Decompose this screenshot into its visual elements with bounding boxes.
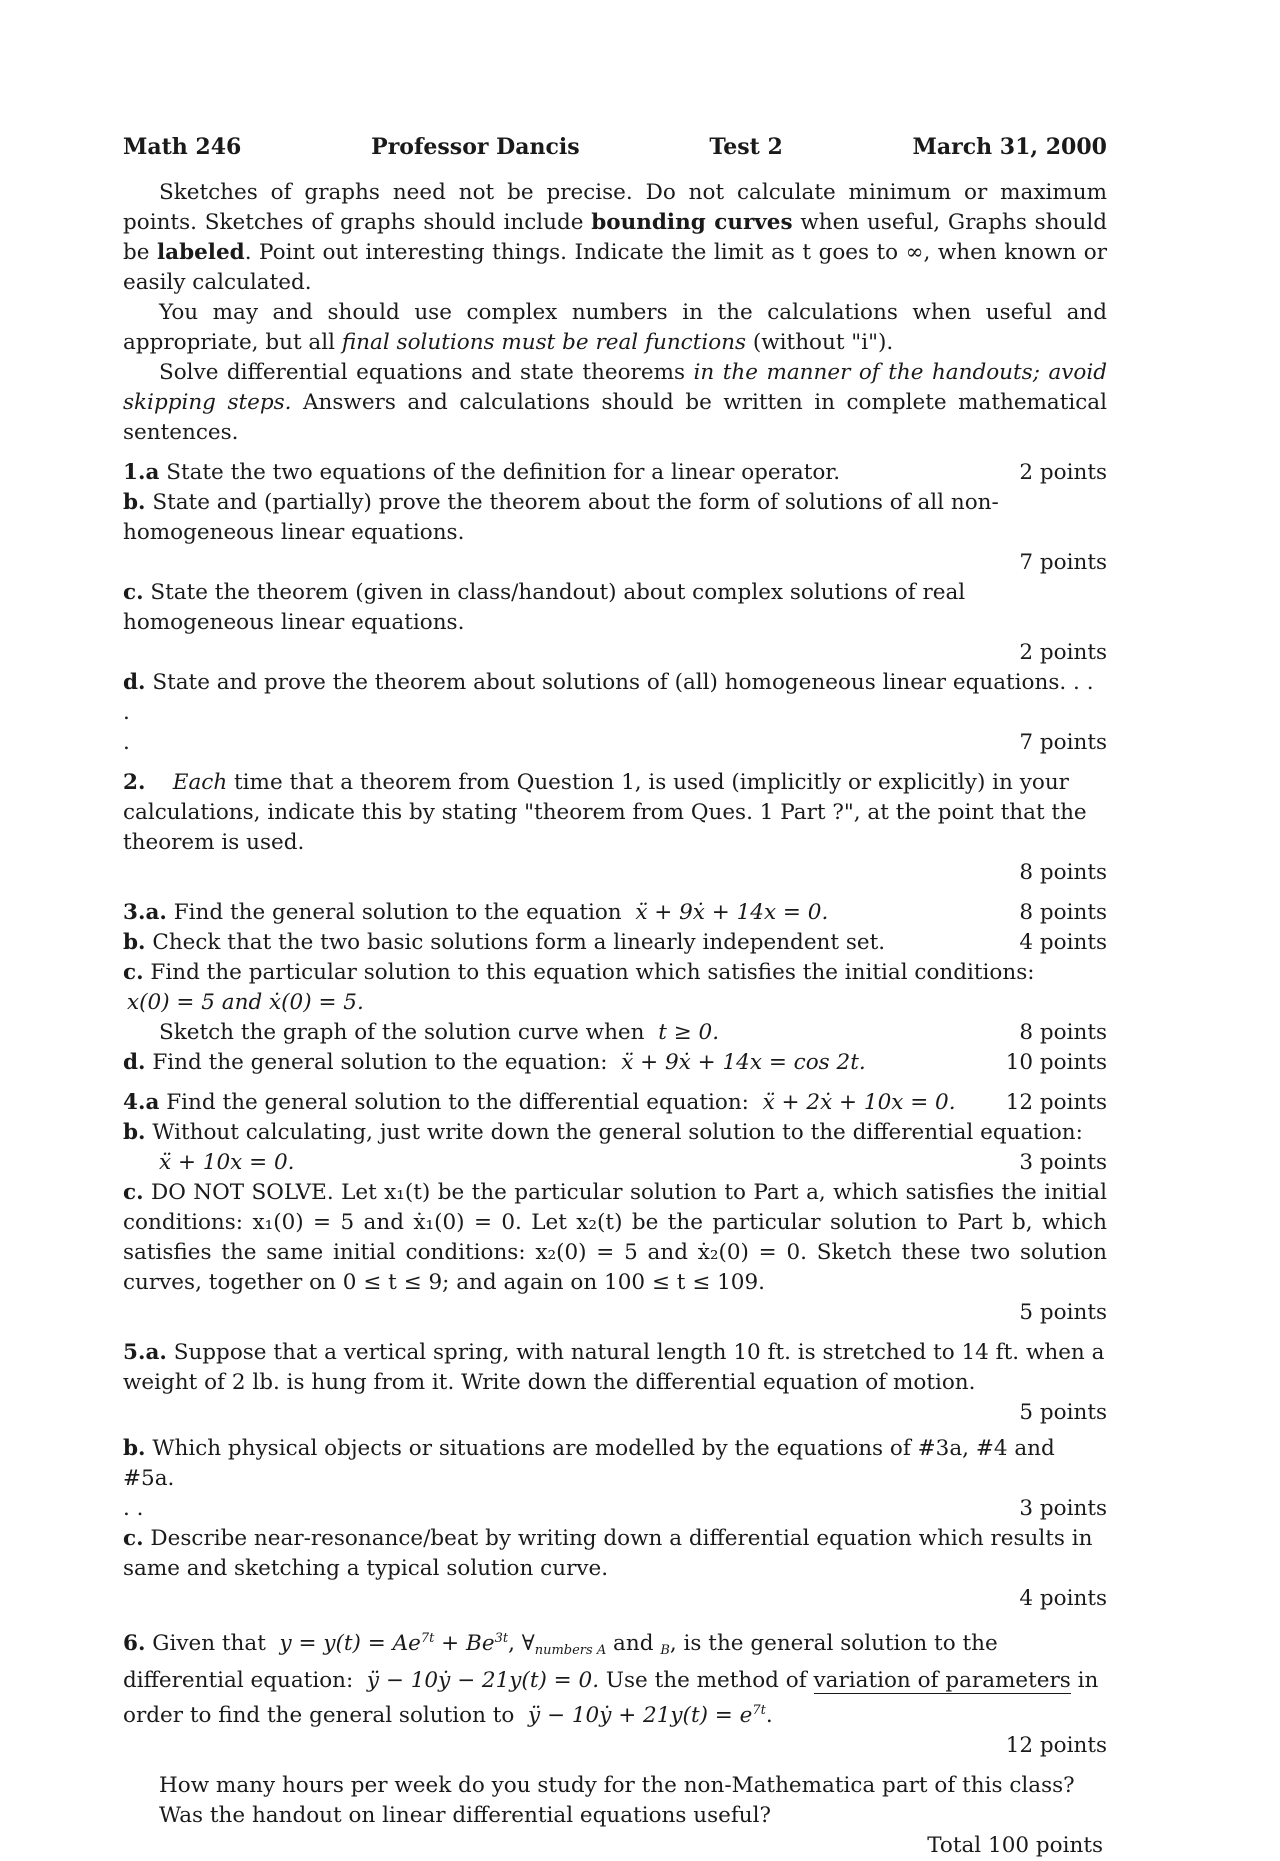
- q4a-label: 4.a: [123, 1090, 160, 1115]
- q5c-points: 4 points: [1019, 1586, 1107, 1611]
- q1a-points: 2 points: [1019, 460, 1107, 485]
- q3b-points: 4 points: [1019, 930, 1107, 955]
- q5a-label: 5.a.: [123, 1340, 167, 1365]
- q3c-sketch: [123, 1018, 1107, 1048]
- q3c-sketch-text: Sketch the graph of the solution curve when: [159, 1020, 645, 1045]
- q6-and: and: [606, 1631, 661, 1656]
- q3a-equation: ẍ + 9ẋ + 14x = 0.: [635, 900, 829, 925]
- q1c-text: State the theorem (given in class/handout) about complex solutions of real homogeneous linear equations.: [123, 580, 966, 635]
- q3c-sketch-eq: t ≥ 0.: [658, 1020, 720, 1045]
- q2-text: [123, 768, 1107, 858]
- instr-text: Solve differential equations and state theorems: [159, 360, 694, 385]
- q3a-points: 8 points: [1019, 900, 1107, 925]
- q3b: [123, 928, 1107, 958]
- instr-text: Sketches of graphs need not be precise. Do not calculate minimum or maximum points. Sketches of graphs should include: [123, 180, 1107, 235]
- instructions-paragraph-2: [123, 298, 1107, 358]
- q5b-dots: . .: [123, 1496, 144, 1521]
- instr-text: You may and should use complex numbers in the calculations when useful and appropriate, but all: [123, 300, 1107, 355]
- q5c-label: c.: [123, 1526, 144, 1551]
- q6-forall: , ∀: [508, 1631, 535, 1656]
- q5b-label: b.: [123, 1436, 146, 1461]
- q6-text: [123, 1624, 1107, 1731]
- question-1: [123, 458, 1107, 758]
- question-4: [123, 1088, 1107, 1328]
- q2-body: time that a theorem from Question 1, is used (implicitly or explicitly) in your calculations, indicate this by stating "theorem from Ques. 1 Part ?", at the point that the theorem is used.: [123, 770, 1087, 855]
- q5a-points: 5 points: [1019, 1400, 1107, 1425]
- instr-italic: in the manner of the handouts; avoid skipping steps.: [123, 360, 1107, 415]
- q4c-text: DO NOT SOLVE. Let x₁(t) be the particular solution to Part a, which satisfies the initial conditions: x₁(0) = 5 and ẋ₁(0) = 0. Let x₂(t) be the particular solution to Part b, which satisfies the same initial conditions: x₂(0) = 5 and ẋ₂(0) = 0. Sketch these two solution curves, together on 0 ≤ t ≤ 9; and again on 100 ≤ t ≤ 109.: [123, 1180, 1107, 1295]
- professor-name: Professor Dancis: [371, 134, 580, 160]
- q6-intro: Given that: [152, 1631, 266, 1656]
- q3c-text: Find the particular solution to this equation which satisfies the initial conditions:: [150, 960, 1035, 985]
- instr-text: when useful, Graphs should be: [123, 210, 1107, 265]
- q4b-text: Without calculating, just write down the general solution to the differential equation:: [152, 1120, 1083, 1145]
- test-date: March 31, 2000: [912, 134, 1107, 160]
- q5c: [123, 1524, 1107, 1584]
- q1d-points: 7 points: [1019, 730, 1107, 755]
- q2-label: 2.: [123, 770, 146, 795]
- q3a-label: 3.a.: [123, 900, 167, 925]
- q1d-points-line: [123, 728, 1107, 758]
- test-title: Test 2: [709, 134, 783, 160]
- q1a-text: State the two equations of the definition for a linear operator.: [166, 460, 841, 485]
- q4c-label: c.: [123, 1180, 144, 1205]
- closing-handout-question: Was the handout on linear differential equations useful?: [159, 1803, 772, 1828]
- q1b-label: b.: [123, 490, 146, 515]
- instr-italic: final solutions must be real functions: [341, 330, 747, 355]
- q6-exp1: 7t: [420, 1631, 435, 1646]
- instr-text: Answers and calculations should be written in complete mathematical sentences.: [123, 390, 1107, 445]
- page-header: [123, 132, 1107, 162]
- q5a-text: Suppose that a vertical spring, with natural length 10 ft. is stretched to 14 ft. when a weight of 2 lb. is hung from it. Write down the differential equation of motion.: [123, 1340, 1105, 1395]
- q1a-label: 1.a: [123, 460, 160, 485]
- q6-label: 6.: [123, 1631, 146, 1656]
- q6-eq1: y = y(t) = Ae: [279, 1631, 421, 1656]
- instr-bold-labeled: labeled: [157, 240, 245, 265]
- closing-hours-question: How many hours per week do you study for the non-Mathematica part of this class?: [159, 1773, 1075, 1798]
- q6-sub-b: B: [660, 1643, 670, 1658]
- q3c-points: 8 points: [1019, 1020, 1107, 1045]
- q4c-points: 5 points: [1019, 1300, 1107, 1325]
- q4c: [123, 1178, 1107, 1298]
- q1c-label: c.: [123, 580, 144, 605]
- q1d-text: State and prove the theorem about solutions of (all) homogeneous linear equations. . . .: [123, 670, 1094, 725]
- course-name: Math 246: [123, 134, 242, 160]
- q3d-text: Find the general solution to the equation:: [152, 1050, 608, 1075]
- q3a-text: Find the general solution to the equation: [173, 900, 622, 925]
- q6-points: 12 points: [1005, 1733, 1107, 1758]
- instr-bold-bounding: bounding curves: [591, 210, 793, 235]
- q1b-text: State and (partially) prove the theorem about the form of solutions of all non-homogeneous linear equations.: [123, 490, 999, 545]
- q3b-text: Check that the two basic solutions form a linearly independent set.: [152, 930, 886, 955]
- q6-exp3: 7t: [752, 1703, 766, 1718]
- q4b-equation: ẍ + 10x = 0.: [159, 1150, 295, 1175]
- q1d-dot: .: [123, 730, 130, 755]
- q5c-text: Describe near-resonance/beat by writing down a differential equation which results in same and sketching a typical solution curve.: [123, 1526, 1093, 1581]
- q3a: [123, 898, 1107, 928]
- q3c: [123, 958, 1107, 988]
- q2-points: 8 points: [1019, 860, 1107, 885]
- q6-eq2: ÿ − 10ẏ − 21y(t) = 0.: [366, 1668, 600, 1693]
- q6-sub-numbers: numbers A: [534, 1643, 607, 1658]
- q6-eq1b: + Be: [434, 1631, 495, 1656]
- q6-text-3: Use the method of: [599, 1668, 814, 1693]
- q1b-points: 7 points: [1019, 550, 1107, 575]
- q6-text-4: in order to find the general solution to: [123, 1668, 1099, 1728]
- instructions-paragraph-1: [123, 178, 1107, 298]
- q4b: [123, 1118, 1107, 1148]
- instructions-paragraph-3: [123, 358, 1107, 448]
- q3b-label: b.: [123, 930, 146, 955]
- question-6: [123, 1624, 1107, 1761]
- q3d: [123, 1048, 1107, 1078]
- q4a: [123, 1088, 1107, 1118]
- q1b: [123, 488, 1107, 548]
- q4a-points: 12 points: [1005, 1090, 1107, 1115]
- q3c-label: c.: [123, 960, 144, 985]
- question-3: [123, 898, 1107, 1078]
- q4b-eq-line: [123, 1148, 1107, 1178]
- q3d-points: 10 points: [1005, 1050, 1107, 1075]
- q1c-points: 2 points: [1019, 640, 1107, 665]
- q5b-points-line: [123, 1494, 1107, 1524]
- q1d: [123, 668, 1107, 728]
- instr-text: . Point out interesting things. Indicate the limit as t goes to ∞, when known or easily calculated.: [123, 240, 1107, 295]
- q1c: [123, 578, 1107, 638]
- q6-eq3-end: .: [765, 1703, 773, 1728]
- q1d-label: d.: [123, 670, 146, 695]
- q4b-points: 3 points: [1019, 1150, 1107, 1175]
- question-5: [123, 1338, 1107, 1614]
- closing-questions: [123, 1771, 1107, 1831]
- q4a-equation: ẍ + 2ẋ + 10x = 0.: [762, 1090, 956, 1115]
- instr-text: (without "i").: [746, 330, 894, 355]
- q1a: [123, 458, 1107, 488]
- page-content: [123, 132, 1107, 1861]
- question-2: [123, 768, 1107, 888]
- q5b-points: 3 points: [1019, 1496, 1107, 1521]
- q6-eq3: ÿ − 10ẏ + 21y(t) = e: [528, 1703, 753, 1728]
- q3d-equation: ẍ + 9ẋ + 14x = cos 2t.: [621, 1050, 866, 1075]
- total-points: Total 100 points: [927, 1833, 1103, 1858]
- q3c-conditions: x(0) = 5 and ẋ(0) = 5.: [127, 990, 364, 1015]
- q5a: [123, 1338, 1107, 1398]
- q2-each: Each: [172, 770, 228, 795]
- q6-underlined: variation of parameters: [813, 1668, 1071, 1693]
- q3d-label: d.: [123, 1050, 146, 1075]
- q5b-text: Which physical objects or situations are modelled by the equations of #3a, #4 and #5a.: [123, 1436, 1055, 1491]
- q5b: [123, 1434, 1107, 1494]
- q4b-label: b.: [123, 1120, 146, 1145]
- q4a-text: Find the general solution to the differential equation:: [166, 1090, 749, 1115]
- q6-text-2: , is the general solution to the differential equation:: [123, 1631, 998, 1693]
- q6-exp2: 3t: [494, 1631, 509, 1646]
